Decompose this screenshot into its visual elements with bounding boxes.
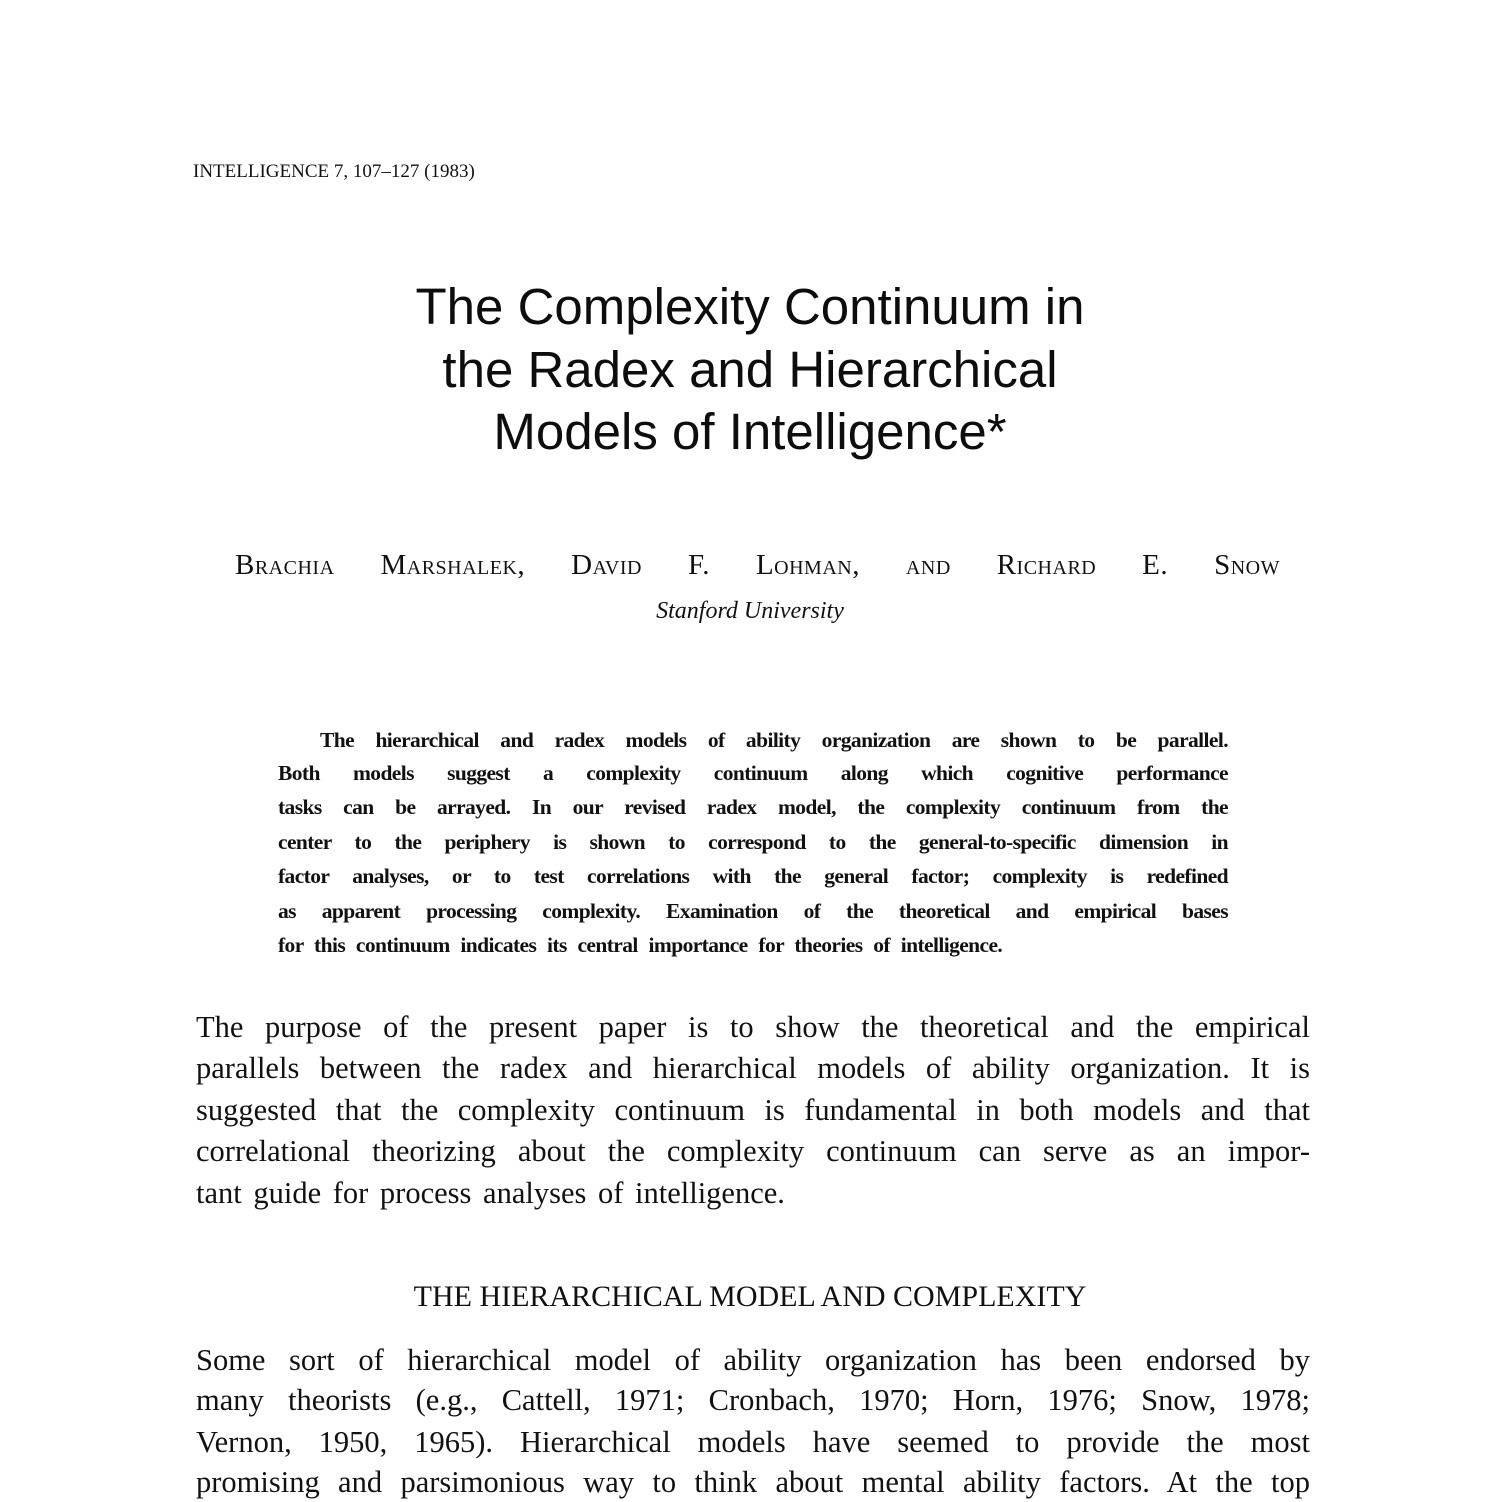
title-line-2: the Radex and Hierarchical: [442, 341, 1058, 398]
abstract-line: The hierarchical and radex models of ability organization are shown to be parallel.: [320, 728, 1228, 752]
abstract-line: tasks can be arrayed. In our revised radex model, the complexity continuum from the: [278, 795, 1228, 819]
title-line-1: The Complexity Continuum in: [415, 278, 1085, 335]
section-line: many theorists (e.g., Cattell, 1971; Cronbach, 1970; Horn, 1976; Snow, 1978;: [196, 1383, 1310, 1417]
abstract-line: factor analyses, or to test correlations with the general factor; complexity is redefined: [278, 864, 1228, 888]
section-line: Some sort of hierarchical model of ability organization has been endorsed by: [196, 1343, 1310, 1377]
intro-line: suggested that the complexity continuum is fundamental in both models and that: [196, 1093, 1310, 1127]
intro-line: correlational theorizing about the complexity continuum can serve as an impor-: [196, 1134, 1310, 1168]
section-line: promising and parsimonious way to think about mental ability factors. At the top: [196, 1465, 1310, 1499]
abstract-line: as apparent processing complexity. Examination of the theoretical and empirical bases: [278, 899, 1228, 923]
authors: Brachia Marshalek, David F. Lohman, and Richard E. Snow: [235, 549, 1280, 581]
intro-line: The purpose of the present paper is to show the theoretical and the empirical: [196, 1010, 1310, 1044]
title-line-3: Models of Intelligence*: [493, 403, 1007, 460]
section-line: Vernon, 1950, 1965). Hierarchical models have seemed to provide the most: [196, 1425, 1310, 1459]
journal-reference: INTELLIGENCE 7, 107–127 (1983): [193, 161, 475, 182]
intro-line: parallels between the radex and hierarchical models of ability organization. It is: [196, 1051, 1310, 1085]
abstract-line: center to the periphery is shown to correspond to the general-to-specific dimension in: [278, 830, 1228, 854]
section-heading: THE HIERARCHICAL MODEL AND COMPLEXITY: [413, 1280, 1087, 1313]
abstract-line: for this continuum indicates its central importance for theories of intelligence.: [278, 933, 1003, 957]
intro-line: tant guide for process analyses of intelligence.: [196, 1176, 785, 1210]
affiliation: Stanford University: [656, 598, 844, 624]
abstract-line: Both models suggest a complexity continuum along which cognitive performance: [278, 761, 1228, 785]
